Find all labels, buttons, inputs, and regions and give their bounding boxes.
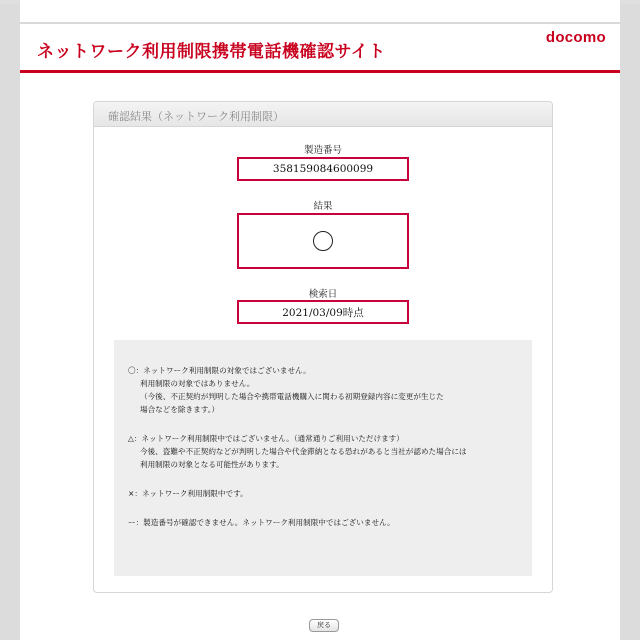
legend-triangle-line: 今後、盗難や不正契約などが判明した場合や代金滞納となる恐れがあると当社が認めた場合には	[140, 447, 467, 456]
serial-number-value: 358159084600099	[272, 163, 374, 175]
docomo-logo[interactable]: docomo	[545, 29, 606, 46]
result-box	[237, 213, 409, 269]
legend-circle-line: 利用制限の対象ではありません。	[140, 379, 255, 388]
panel-title-bar	[94, 102, 552, 127]
header-divider	[20, 70, 620, 73]
search-date-label: 検索日	[308, 289, 338, 300]
legend-cross-line: ×：ネットワーク利用制限中です。	[128, 489, 248, 498]
legend-circle-line: 場合などを除きます。）	[140, 405, 220, 414]
result-panel	[93, 101, 553, 593]
legend-triangle-line: 利用制限の対象となる可能性があります。	[140, 460, 284, 469]
page-container	[20, 0, 620, 640]
search-date-value: 2021/03/09時点	[282, 306, 364, 319]
legend-dash-line: ー：製造番号が確認できません。ネットワーク利用制限中ではございません。	[128, 518, 395, 527]
serial-number-label: 製造番号	[303, 145, 342, 156]
panel-title: 確認結果（ネットワーク利用制限）	[108, 110, 284, 123]
search-date-value-box	[237, 300, 409, 324]
legend-triangle-line: △：ネットワーク利用制限中ではございません。（通常通りご利用いただけます）	[128, 434, 404, 443]
site-title: ネットワーク利用制限携帯電話機確認サイト	[37, 42, 386, 62]
legend-circle-line: （今後、不正契約が判明した場合や携帯電話機購入に関わる初期登録内容に変更が生じた	[140, 392, 444, 401]
result-legend	[114, 340, 532, 576]
serial-number-value-box	[237, 157, 409, 181]
site-header	[20, 24, 620, 70]
legend-circle-line: 〇：ネットワーク利用制限の対象ではございません。	[128, 366, 311, 375]
circle-result-icon	[313, 231, 333, 251]
result-label: 結果	[313, 201, 333, 212]
back-button[interactable]: 戻る	[309, 619, 339, 632]
